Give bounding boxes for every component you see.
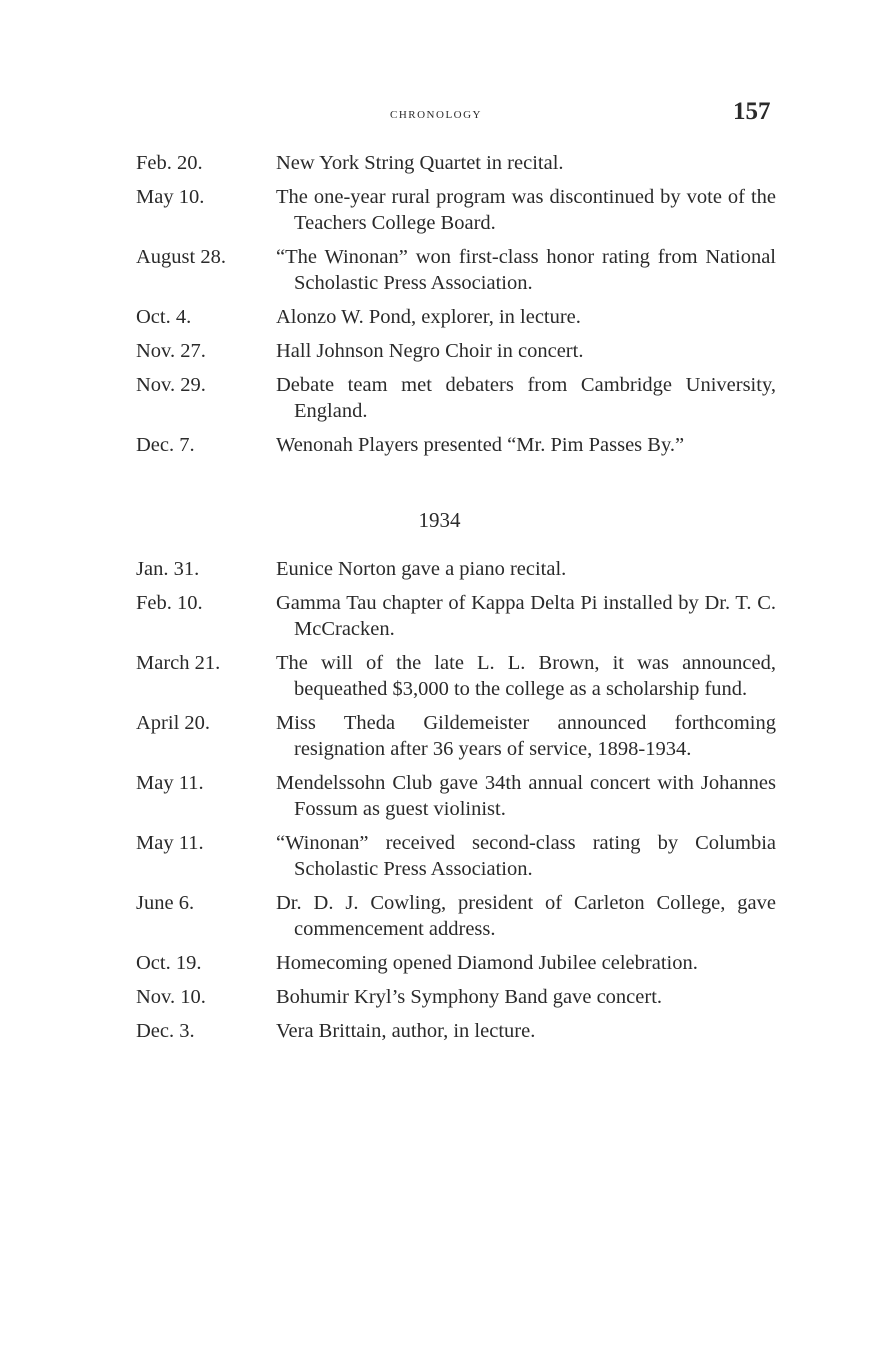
running-title: chronology [390, 106, 482, 122]
entry-date: Dec. 3. [136, 1020, 195, 1042]
entry-date: April 20. [136, 712, 211, 734]
chronology-entry [136, 950, 776, 976]
chronology-entry [136, 1018, 776, 1044]
chronology-entry [136, 710, 776, 762]
chronology-entry [136, 590, 776, 642]
chronology-entry [136, 556, 776, 582]
running-head [0, 98, 879, 132]
entry-date: Feb. 20. [136, 152, 203, 174]
entry-text: Eunice Norton gave a piano recital. [276, 558, 567, 580]
entry-date: Nov. 10. [136, 986, 206, 1008]
entry-text: Homecoming opened Diamond Jubilee celebration. [276, 952, 698, 974]
entry-date: Feb. 10. [136, 592, 203, 614]
chronology-entry [136, 830, 776, 882]
chronology-entry [136, 984, 776, 1010]
entry-date: Dec. 7. [136, 434, 195, 456]
chronology-entry [136, 770, 776, 822]
entry-text: New York String Quartet in recital. [276, 152, 564, 174]
chronology-entry [136, 338, 776, 364]
chronology-entry [136, 184, 776, 236]
chronology-list-1933 [136, 150, 776, 466]
entry-text: Dr. D. J. Cowling, president of Carleton College, gave commencement address. [276, 892, 776, 940]
entry-text: Hall Johnson Negro Choir in concert. [276, 340, 584, 362]
chronology-entry [136, 150, 776, 176]
entry-text: Wenonah Players presented “Mr. Pim Passes By.” [276, 434, 685, 456]
entry-text: Gamma Tau chapter of Kappa Delta Pi installed by Dr. T. C. McCracken. [276, 592, 776, 640]
year-heading: 1934 [418, 508, 461, 532]
entry-date: Nov. 27. [136, 340, 206, 362]
entry-date: May 11. [136, 772, 204, 794]
entry-date: May 11. [136, 832, 204, 854]
entry-text: “The Winonan” won first-class honor rating from National Scholastic Press Association. [276, 246, 776, 294]
entry-text: Bohumir Kryl’s Symphony Band gave concert. [276, 986, 663, 1008]
chronology-entry [136, 650, 776, 702]
entry-date: May 10. [136, 186, 205, 208]
page-number: 157 [733, 98, 771, 125]
entry-text: Mendelssohn Club gave 34th annual concert with Johannes Fossum as guest violinist. [276, 772, 776, 820]
entry-text: Debate team met debaters from Cambridge University, England. [276, 374, 776, 422]
chronology-entry [136, 890, 776, 942]
entry-text: Miss Theda Gildemeister announced forthcoming resignation after 36 years of service, 1898-1934. [276, 712, 776, 760]
entry-date: August 28. [136, 246, 226, 268]
entry-text: The one-year rural program was discontinued by vote of the Teachers College Board. [276, 186, 776, 234]
entry-date: March 21. [136, 652, 221, 674]
entry-text: The will of the late L. L. Brown, it was announced, bequeathed $3,000 to the college as a scholarship fund. [276, 652, 776, 700]
chronology-list-1934 [136, 556, 776, 1052]
entry-date: June 6. [136, 892, 195, 914]
entry-text: “Winonan” received second-class rating by Columbia Scholastic Press Association. [276, 832, 776, 880]
chronology-entry [136, 372, 776, 424]
chronology-entry [136, 432, 776, 458]
entry-text: Alonzo W. Pond, explorer, in lecture. [276, 306, 581, 328]
entry-date: Nov. 29. [136, 374, 206, 396]
chronology-entry [136, 244, 776, 296]
entry-date: Oct. 19. [136, 952, 202, 974]
entry-date: Jan. 31. [136, 558, 200, 580]
entry-text: Vera Brittain, author, in lecture. [276, 1020, 536, 1042]
chronology-entry [136, 304, 776, 330]
entry-date: Oct. 4. [136, 306, 192, 328]
